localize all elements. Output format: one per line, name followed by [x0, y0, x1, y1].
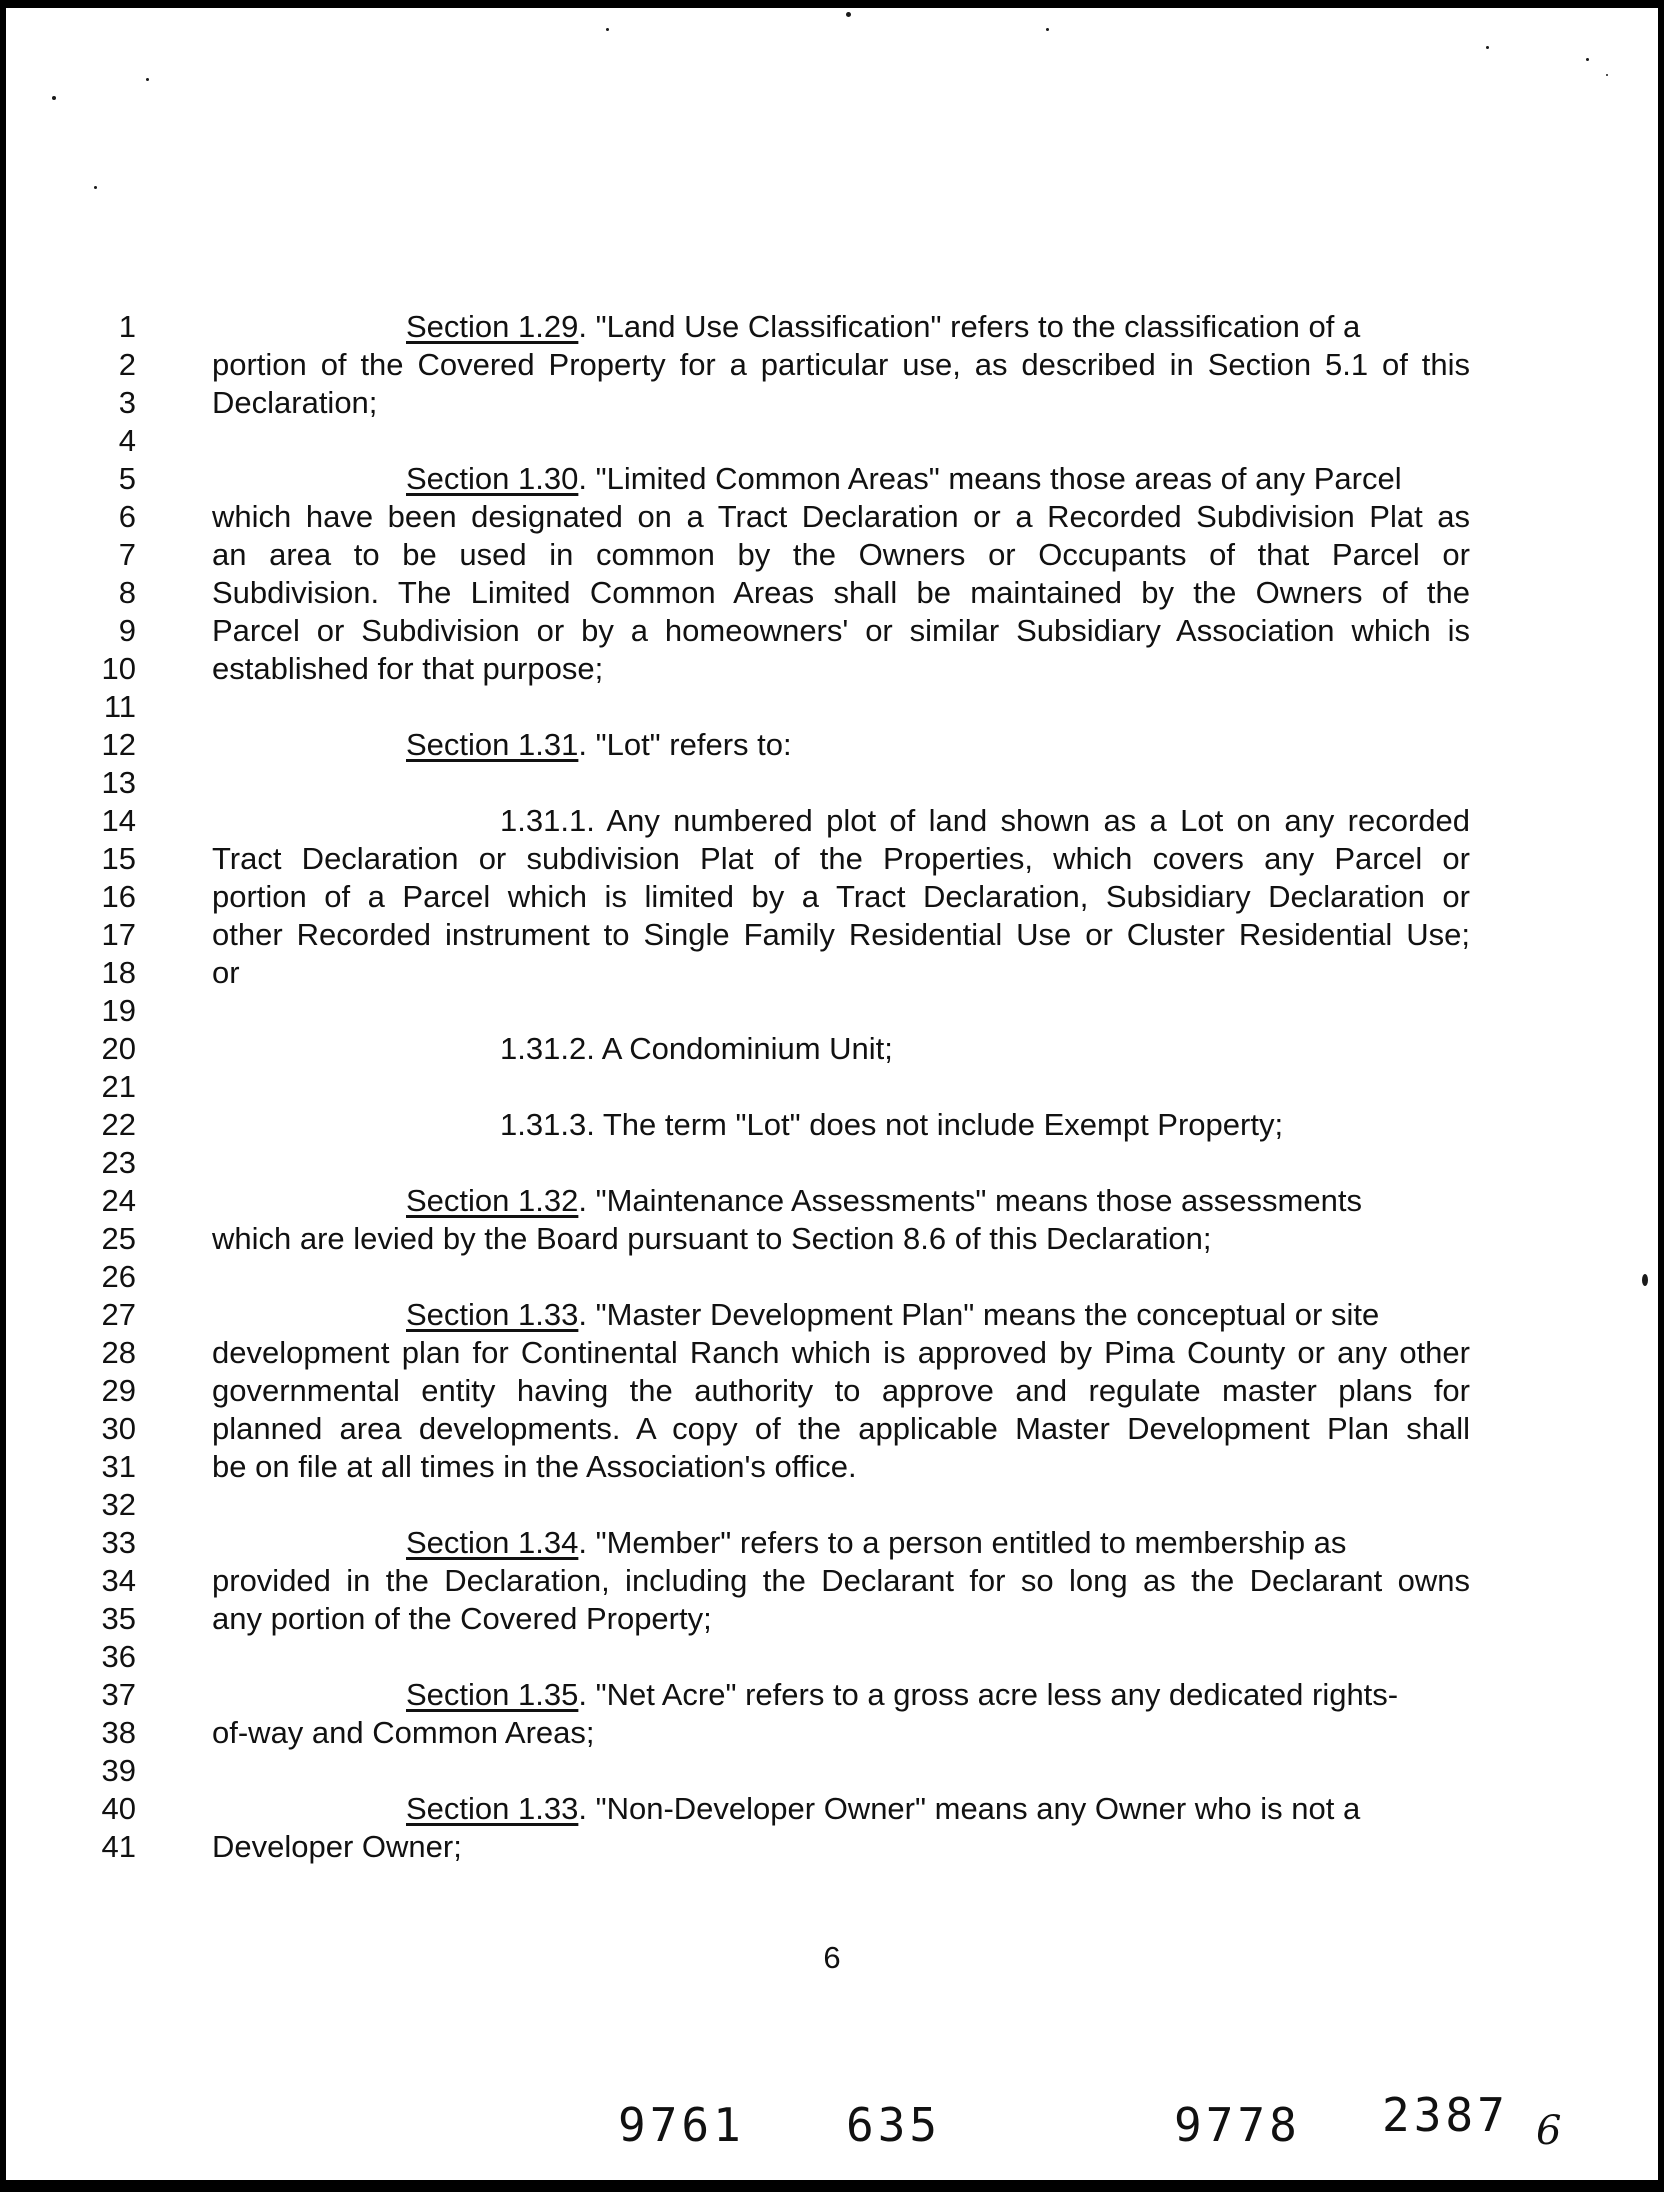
line-number: 37 [101, 1677, 136, 1712]
line-number: 8 [118, 575, 136, 610]
section-1-33-line-3: governmental entity having the authority to approve and regulate master plans for [212, 1373, 1470, 1408]
document-page [6, 8, 1658, 2180]
line-number: 25 [101, 1221, 136, 1256]
section-1-30-line-6: established for that purpose; [212, 651, 604, 686]
line-number: 38 [101, 1715, 136, 1750]
line-number: 22 [101, 1107, 136, 1142]
scan-speck [146, 78, 149, 81]
recording-stamp: 9761 [618, 2098, 745, 2152]
line-number: 32 [101, 1487, 136, 1522]
line-number: 14 [101, 803, 136, 838]
line-number: 9 [118, 613, 136, 648]
section-1-31-1-line-4: other Recorded instrument to Single Family Residential Use or Cluster Residential Use; [212, 917, 1470, 952]
section-1-31-1-line-2: Tract Declaration or subdivision Plat of the Properties, which covers any Parcel or [212, 841, 1470, 876]
handwritten-mark: 6 [1536, 2108, 1562, 2154]
section-1-31-heading: Section 1.31 [406, 727, 579, 762]
section-1-33-line-1 [406, 1296, 1470, 1334]
scan-speck [606, 28, 609, 31]
line-number: 16 [101, 879, 136, 914]
line-number: 10 [101, 651, 136, 686]
line-number: 7 [118, 537, 136, 572]
line-number: 35 [101, 1601, 136, 1636]
section-1-29-text: . "Land Use Classification" refers to the classification of a [578, 309, 1361, 344]
section-1-34-line-2: provided in the Declaration, including the Declarant for so long as the Declarant owns [212, 1563, 1470, 1598]
section-1-34-heading: Section 1.34 [406, 1525, 579, 1560]
line-number: 24 [101, 1183, 136, 1218]
section-1-35-line-2: of-way and Common Areas; [212, 1715, 595, 1750]
section-1-33-heading: Section 1.33 [406, 1297, 579, 1332]
scan-speck [1642, 1274, 1648, 1286]
section-1-32-heading: Section 1.32 [406, 1183, 579, 1218]
line-number: 26 [101, 1259, 136, 1294]
recording-stamp: 2387 [1382, 2088, 1509, 2142]
section-1-29-line-1 [406, 308, 1470, 346]
line-number: 11 [103, 689, 136, 724]
section-1-36-line-2: Developer Owner; [212, 1829, 462, 1864]
section-1-32-line-2: which are levied by the Board pursuant to Section 8.6 of this Declaration; [212, 1221, 1212, 1256]
line-number: 31 [101, 1449, 136, 1484]
line-number: 29 [101, 1373, 136, 1408]
section-1-36-line-1 [406, 1790, 1470, 1828]
section-1-33-text: . "Master Development Plan" means the conceptual or site [578, 1297, 1380, 1332]
section-1-29-line-2: portion of the Covered Property for a particular use, as described in Section 5.1 of this [212, 347, 1470, 382]
line-number: 34 [101, 1563, 136, 1598]
line-number: 4 [118, 423, 136, 458]
line-number: 6 [118, 499, 136, 534]
line-number: 1 [118, 309, 136, 344]
section-1-32-text: . "Maintenance Assessments" means those assessments [578, 1183, 1362, 1218]
line-number: 39 [101, 1753, 136, 1788]
section-1-31-text: . "Lot" refers to: [578, 727, 792, 762]
line-number: 40 [101, 1791, 136, 1826]
section-1-29-line-3: Declaration; [212, 385, 378, 420]
scan-speck [94, 186, 97, 189]
line-number: 17 [101, 917, 136, 952]
scan-speck [52, 96, 56, 100]
scan-speck [1606, 74, 1608, 76]
line-number: 12 [101, 727, 136, 762]
line-number: 27 [101, 1297, 136, 1332]
line-number: 15 [101, 841, 136, 876]
section-1-30-text: . "Limited Common Areas" means those areas of any Parcel [578, 461, 1402, 496]
scan-speck [846, 12, 851, 17]
section-1-30-line-2: which have been designated on a Tract Declaration or a Recorded Subdivision Plat as [212, 499, 1470, 534]
section-1-32-line-1 [406, 1182, 1470, 1220]
scan-speck [1586, 58, 1589, 61]
section-1-33-line-5: be on file at all times in the Association's office. [212, 1449, 857, 1484]
recording-stamp: 9778 [1174, 2098, 1301, 2152]
page-number: 6 [823, 1940, 841, 1975]
section-1-36-text: . "Non-Developer Owner" means any Owner who is not a [578, 1791, 1361, 1826]
recording-stamp: 635 [846, 2098, 942, 2152]
section-1-36-heading: Section 1.33 [406, 1791, 579, 1826]
section-1-34-line-3: any portion of the Covered Property; [212, 1601, 712, 1636]
section-1-30-line-5: Parcel or Subdivision or by a homeowners' or similar Subsidiary Association which is [212, 613, 1470, 648]
section-1-31-1-line-5: or [212, 955, 240, 990]
line-number: 36 [101, 1639, 136, 1674]
section-1-35-text: . "Net Acre" refers to a gross acre less any dedicated rights- [578, 1677, 1399, 1712]
line-number: 3 [118, 385, 136, 420]
line-number: 41 [101, 1829, 136, 1864]
section-1-29-heading: Section 1.29 [406, 309, 579, 344]
section-1-30-line-1 [406, 460, 1470, 498]
section-1-31-1-line-3: portion of a Parcel which is limited by a Tract Declaration, Subsidiary Declaration or [212, 879, 1470, 914]
line-number: 18 [101, 955, 136, 990]
scan-speck [1046, 28, 1049, 31]
section-1-33-line-4: planned area developments. A copy of the applicable Master Development Plan shall [212, 1411, 1470, 1446]
section-1-34-text: . "Member" refers to a person entitled to membership as [578, 1525, 1347, 1560]
scan-speck [1486, 46, 1489, 49]
section-1-31-line-1 [406, 726, 792, 764]
section-1-30-heading: Section 1.30 [406, 461, 579, 496]
line-number: 20 [101, 1031, 136, 1066]
line-number: 23 [101, 1145, 136, 1180]
line-number: 5 [118, 461, 136, 496]
line-number: 2 [118, 347, 136, 382]
section-1-31-3: 1.31.3. The term "Lot" does not include Exempt Property; [500, 1107, 1284, 1142]
section-1-31-2: 1.31.2. A Condominium Unit; [500, 1031, 893, 1066]
line-number: 28 [101, 1335, 136, 1370]
section-1-31-1-line-1: 1.31.1. Any numbered plot of land shown as a Lot on any recorded [500, 803, 1470, 838]
line-number: 19 [101, 993, 136, 1028]
section-1-35-line-1 [406, 1676, 1470, 1714]
section-1-33-line-2: development plan for Continental Ranch which is approved by Pima County or any other [212, 1335, 1470, 1370]
section-1-30-line-4: Subdivision. The Limited Common Areas shall be maintained by the Owners of the [212, 575, 1470, 610]
line-number: 30 [101, 1411, 136, 1446]
section-1-35-heading: Section 1.35 [406, 1677, 579, 1712]
line-number: 21 [101, 1069, 136, 1104]
line-number: 13 [101, 765, 136, 800]
section-1-30-line-3: an area to be used in common by the Owners or Occupants of that Parcel or [212, 537, 1470, 572]
line-number: 33 [101, 1525, 136, 1560]
section-1-34-line-1 [406, 1524, 1470, 1562]
